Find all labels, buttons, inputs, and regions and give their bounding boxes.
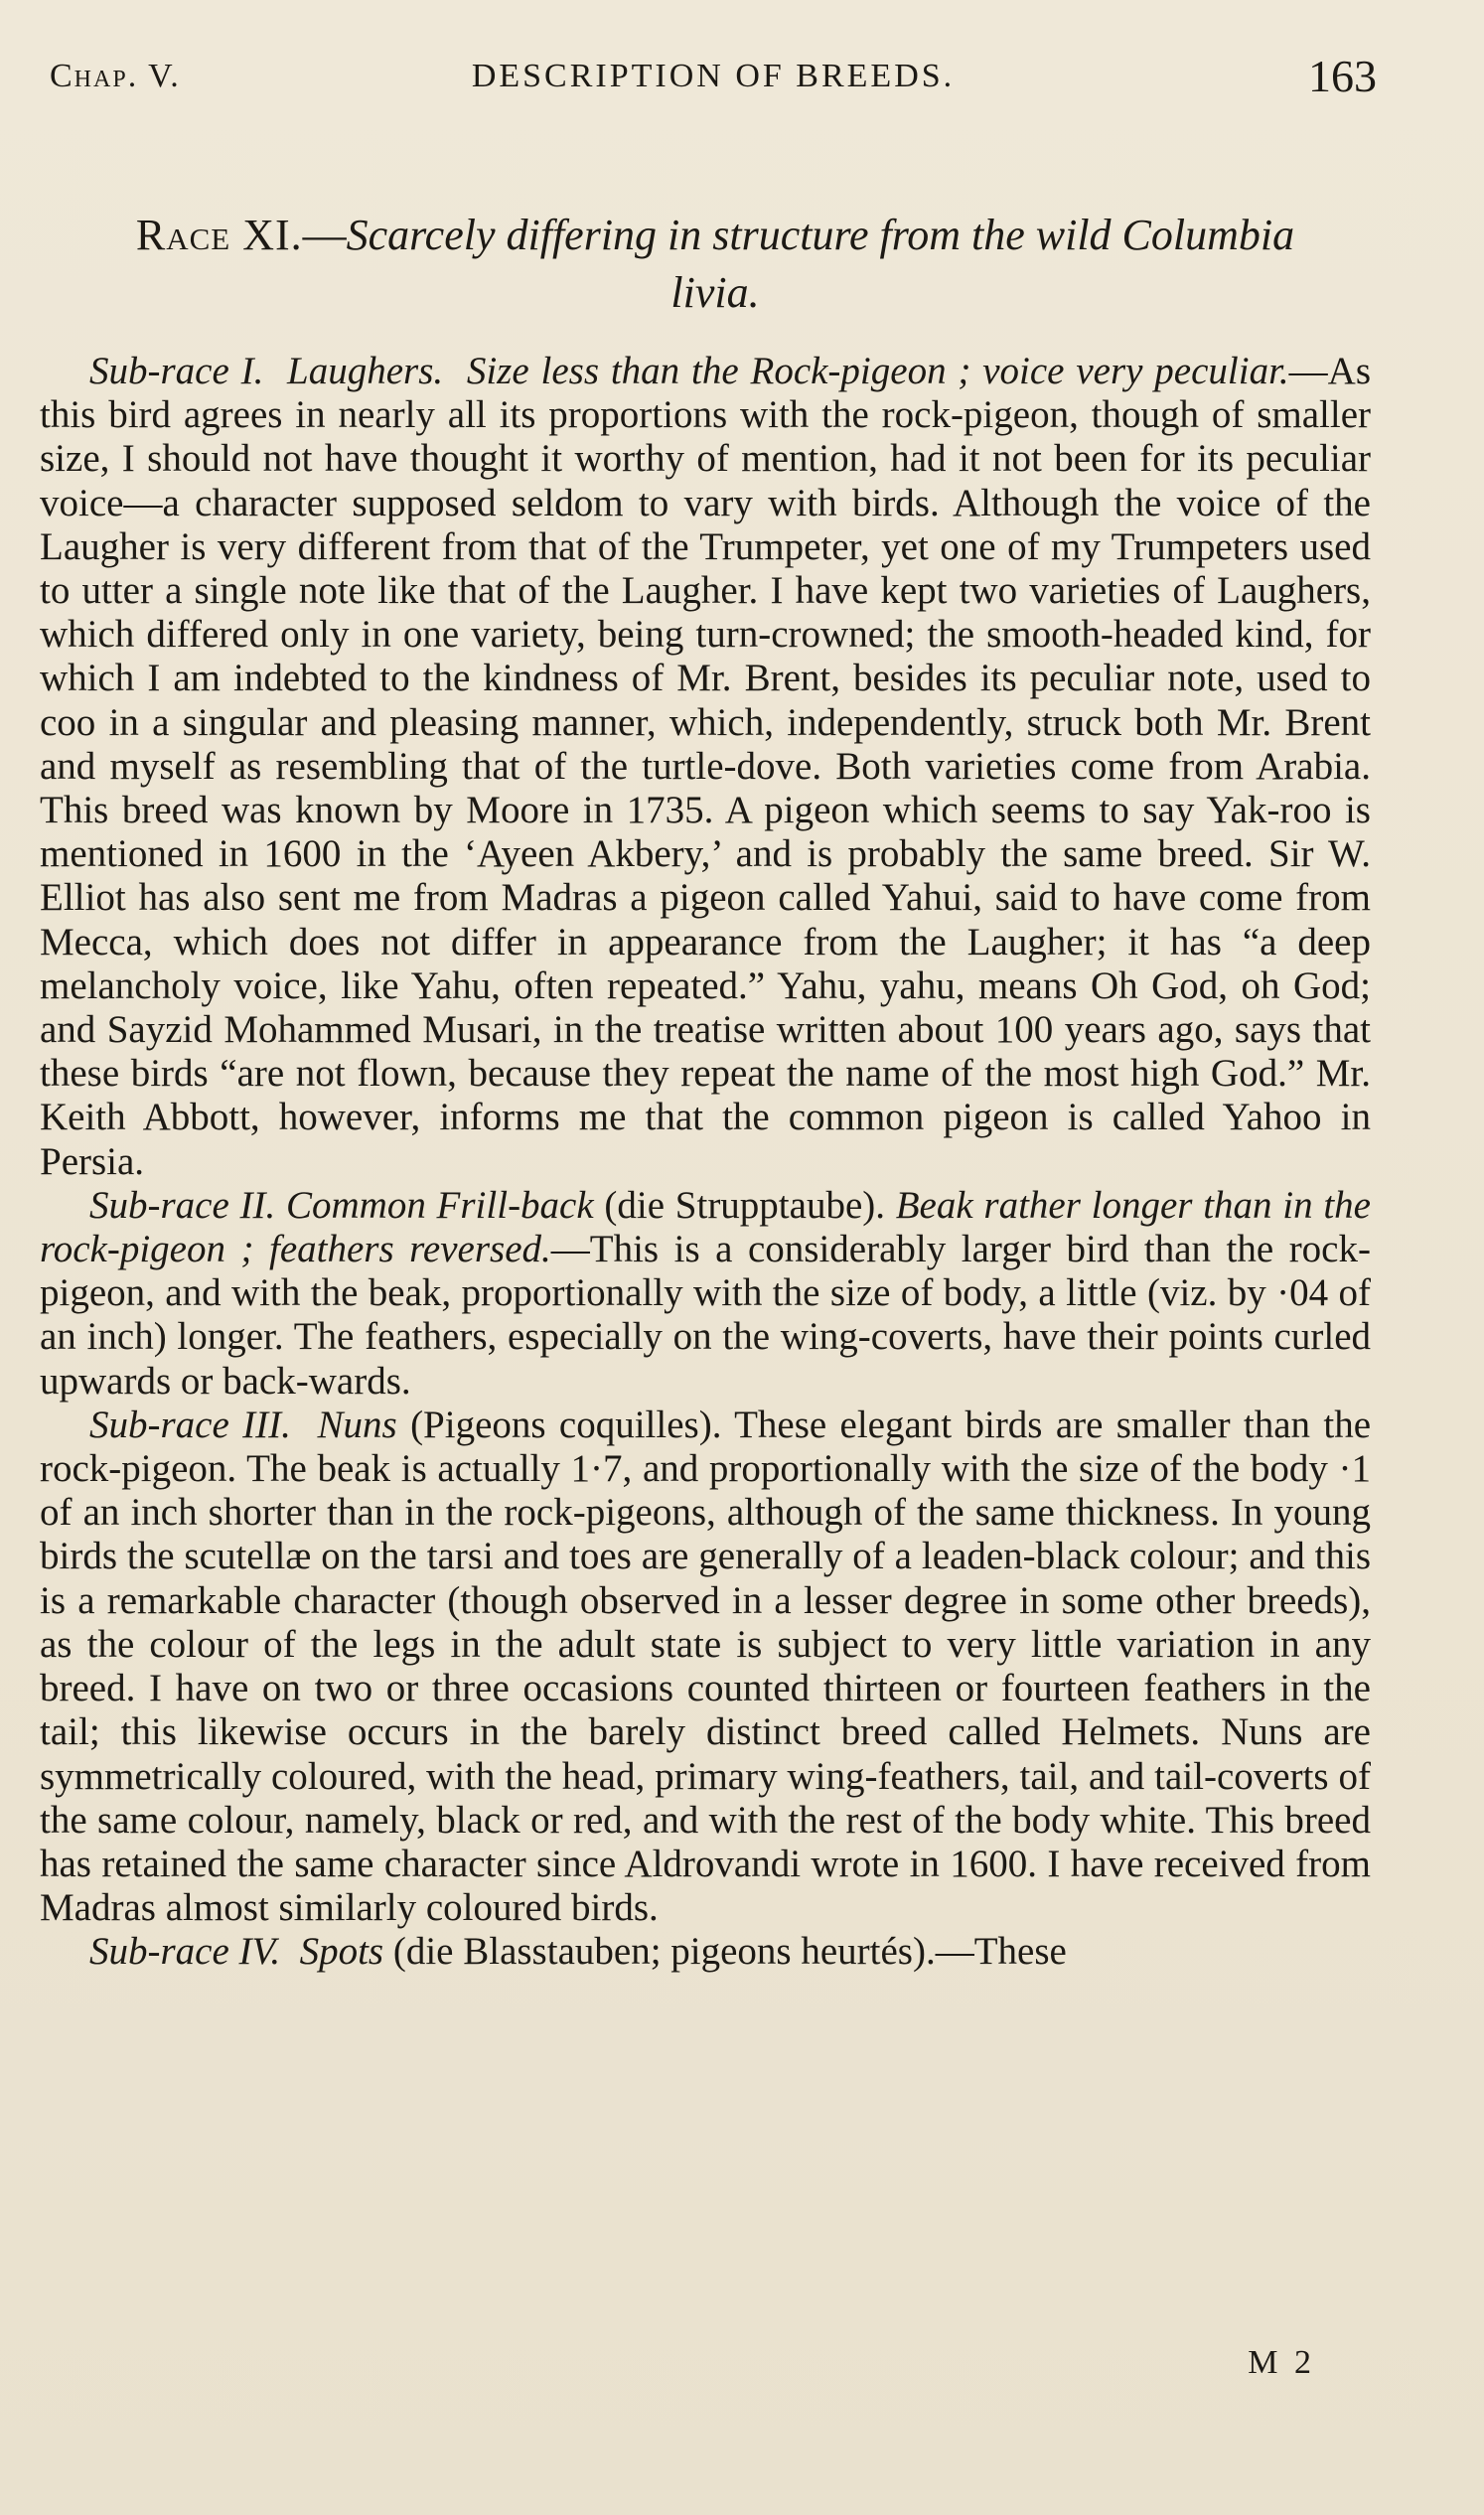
paragraph-subrace-4 [40, 1930, 1371, 1974]
subrace-1-text: —As this bird agrees in nearly all its proportions with the rock-pigeon, though of smaller size, I should not have thought it worthy of mention, had it not been for its peculiar voice—a character supposed seldom to vary with birds. Although the voice of the Laugher is very different from that of the Trumpeter, yet one of my Trumpeters used to utter a single note like that of the Laugher. I have kept two varieties of Laughers, which differed only in one variety, being turn-crowned; the smooth-headed kind, for which I am indebted to the kindness of Mr. Brent, besides its peculiar note, used to coo in a singular and pleasing manner, which, independently, struck both Mr. Brent and myself as resembling that of the turtle-dove. Both varieties come from Arabia. This breed was known by Moore in 1735. A pigeon which seems to say Yak-roo is mentioned in 1600 in the ‘Ayeen Akbery,’ and is probably the same breed. Sir W. Elliot has also sent me from Madras a pigeon called Yahui, said to have come from Mecca, which does not differ in appearance from the Laugher; it has “a deep melancholy voice, like Yahu, often repeated.” Yahu, yahu, means Oh God, oh God; and Sayzid Mohammed Musari, in the treatise written about 100 years ago, says that these birds “are not flown, because they repeat the name of the most high God.” Mr. Keith Abbott, however, informs me that the common pigeon is called Yahoo in Persia. [40, 350, 1372, 1183]
signature-mark: M 2 [1248, 2344, 1315, 2381]
subrace-4-name: Spots [299, 1930, 384, 1974]
running-header [50, 50, 1377, 109]
subrace-3-label: Sub-race III. [89, 1403, 291, 1446]
race-dash: — [302, 211, 347, 259]
subrace-1-name: Laughers. [287, 350, 444, 392]
race-label: Race XI. [135, 211, 303, 259]
race-description: Scarcely differing in structure from the wild Columbia livia. [346, 211, 1295, 317]
paragraph-subrace-1 [40, 350, 1371, 1184]
subrace-2-text: —This is a considerably larger bird than the rock-pigeon, and with the beak, proportionally with the size of body, a little (viz. by ·04 of an inch) longer. The feathers, especially on the wing-coverts, have their points curled upwards or back-wards. [40, 1228, 1371, 1403]
body-text [40, 350, 1371, 1975]
subrace-1-characters: Size less than the Rock-pigeon ; voice very peculiar. [466, 350, 1289, 392]
subrace-2-label: Sub-race II. [89, 1183, 276, 1227]
subrace-2-aka: (die Strupptaube). [593, 1183, 896, 1227]
subrace-1-label: Sub-race I. [89, 350, 264, 392]
subrace-4-text: (die Blasstauben; pigeons heurtés).—These [383, 1930, 1067, 1974]
race-heading [129, 207, 1301, 322]
page-number: 163 [1308, 51, 1377, 101]
subrace-4-label: Sub-race IV. [89, 1930, 281, 1974]
chapter-label: Chap. V. [50, 58, 181, 94]
subrace-2-characters: Beak rather longer than in the rock-pigeon ; feathers reversed. [40, 1183, 1371, 1271]
running-title: DESCRIPTION OF BREEDS. [471, 58, 956, 94]
subrace-3-text: (Pigeons coquilles). These elegant birds are smaller than the rock-pigeon. The beak is actually 1·7, and proportionally with the size of the body ·1 of an inch shorter than in the rock-pigeons, although of the same thickness. In young birds the scutellæ on the tarsi and toes are generally of a leaden-black colour; and this is a remarkable character (though observed in a lesser degree in some other breeds), as the colour of the legs in the adult state is subject to very little variation in any breed. I have on two or three occasions counted thirteen or fourteen feathers in the tail; this likewise occurs in the barely distinct breed called Helmets. Nuns are symmetrically coloured, with the head, primary wing-feathers, tail, and tail-coverts of the same colour, namely, black or red, and with the rest of the body white. This breed has retained the same character since Aldrovandi wrote in 1600. I have received from Madras almost similarly coloured birds. [40, 1403, 1372, 1930]
paragraph-subrace-3 [40, 1404, 1371, 1930]
subrace-2-name: Common Frill-back [285, 1183, 594, 1227]
subrace-3-name: Nuns [317, 1403, 397, 1446]
paragraph-subrace-2 [40, 1184, 1371, 1404]
